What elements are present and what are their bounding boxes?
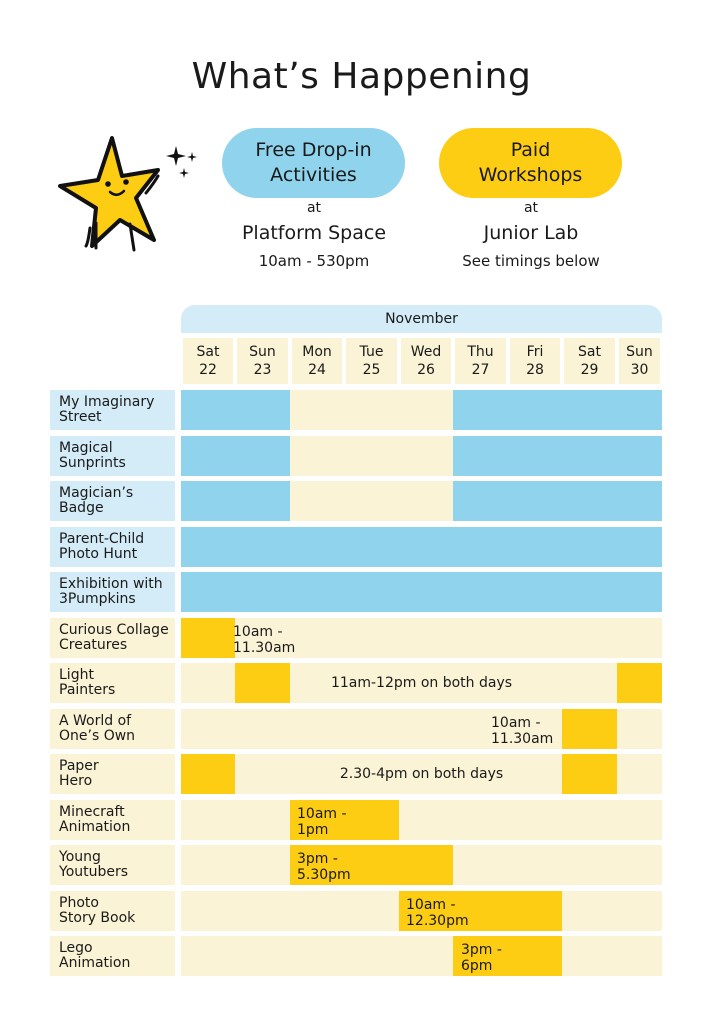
paid-at-label: at — [523, 200, 539, 216]
free-place: Platform Space — [241, 222, 387, 244]
day-header — [401, 338, 451, 384]
day-number: 26 — [417, 362, 435, 378]
activity-label: Young Youtubers — [50, 845, 175, 885]
session-time-note: 10am - 11.30am — [233, 623, 296, 656]
day-of-week: Sat — [196, 344, 220, 360]
free-session-block — [181, 481, 290, 521]
page-title: What’s Happening — [191, 56, 532, 97]
day-number: 24 — [308, 362, 326, 378]
day-of-week: Mon — [302, 344, 332, 360]
paid-session-block — [181, 618, 235, 658]
session-time-note: 10am - 12.30pm — [406, 896, 469, 929]
free-session-block — [181, 390, 290, 430]
day-number: 27 — [471, 362, 490, 378]
day-number: 22 — [199, 362, 217, 378]
activity-label: Light Painters — [50, 663, 175, 703]
day-of-week: Sat — [578, 344, 601, 360]
schedule-row — [181, 800, 662, 840]
day-of-week: Tue — [359, 344, 384, 360]
paid-location-info — [431, 198, 631, 274]
session-time-note: 10am - 1pm — [297, 805, 347, 838]
free-session-block — [453, 481, 662, 521]
day-number: 30 — [630, 362, 649, 378]
activity-label: A World of One’s Own — [50, 709, 175, 749]
activity-label: Magical Sunprints — [50, 436, 175, 476]
day-number: 28 — [526, 362, 544, 378]
free-time: 10am - 530pm — [258, 252, 370, 270]
session-time-note: 10am - 11.30am — [491, 714, 554, 747]
free-session-block — [181, 436, 290, 476]
free-session-block — [453, 390, 662, 430]
month-header: November — [181, 305, 662, 333]
day-number: 29 — [580, 362, 599, 378]
day-number: 25 — [362, 362, 381, 378]
day-of-week: Fri — [526, 344, 544, 360]
star-mascot-icon — [50, 128, 210, 263]
day-header — [619, 338, 660, 384]
free-location-info — [214, 198, 414, 274]
day-header — [183, 338, 233, 384]
activity-label: Lego Animation — [50, 936, 175, 976]
day-of-week: Wed — [410, 344, 442, 360]
activity-label: Minecraft Animation — [50, 800, 175, 840]
paid-workshops-pill: Paid Workshops — [439, 128, 622, 198]
day-header — [346, 338, 397, 384]
free-session-block — [453, 436, 662, 476]
day-of-week: Sun — [626, 344, 653, 360]
session-time-note: 2.30-4pm on both days — [339, 766, 504, 782]
day-header — [292, 338, 342, 384]
activity-label: Magician’s Badge — [50, 481, 175, 521]
day-header — [510, 338, 560, 384]
activity-label: Parent-Child Photo Hunt — [50, 527, 175, 567]
free-at-label: at — [306, 200, 322, 216]
day-number: 23 — [253, 362, 272, 378]
activity-label: Paper Hero — [50, 754, 175, 794]
free-session-block — [181, 527, 662, 567]
paid-session-block — [562, 709, 617, 749]
activity-label: Photo Story Book — [50, 891, 175, 931]
session-time-note: 11am-12pm on both days — [330, 675, 513, 691]
activity-label: Exhibition with 3Pumpkins — [50, 572, 175, 612]
day-of-week: Sun — [249, 344, 276, 360]
paid-time: See timings below — [462, 252, 600, 270]
free-activities-pill: Free Drop-in Activities — [222, 128, 405, 198]
session-time-note: 3pm - 5.30pm — [297, 851, 351, 883]
day-of-week: Thu — [467, 344, 494, 360]
day-header — [455, 338, 506, 384]
schedule-row — [181, 936, 662, 976]
free-session-block — [181, 572, 662, 612]
day-header — [564, 338, 615, 384]
activity-label: My Imaginary Street — [50, 390, 175, 430]
session-time-note: 3pm - 6pm — [461, 942, 502, 974]
activity-label: Curious Collage Creatures — [50, 618, 175, 658]
paid-place: Junior Lab — [483, 222, 579, 244]
day-header — [237, 338, 288, 384]
